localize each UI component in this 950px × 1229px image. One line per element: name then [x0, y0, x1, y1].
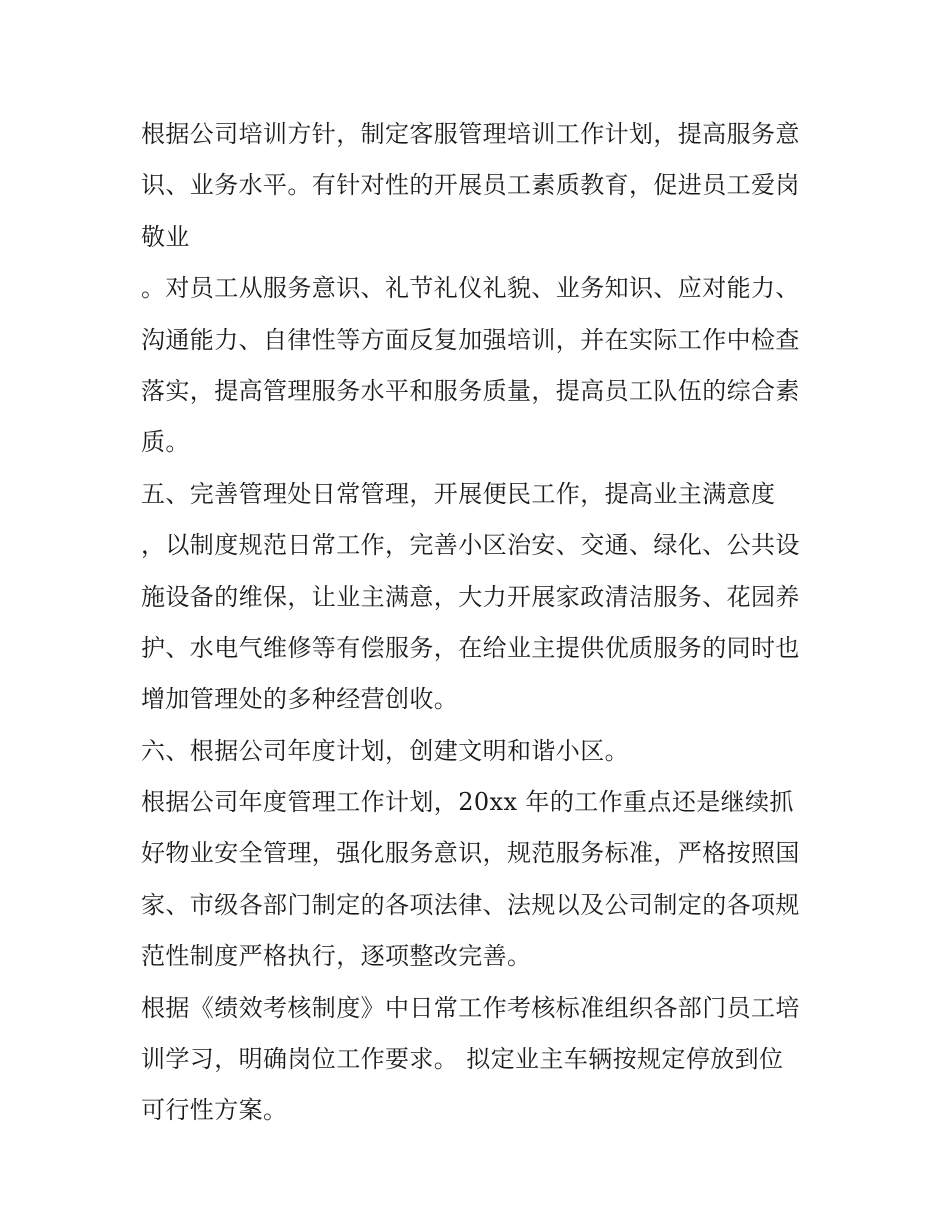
text-line: 敬业 — [141, 222, 190, 251]
text-line: 好物业安全管理，强化服务意识，规范服务标准，严格按照国 — [141, 839, 800, 868]
section-heading-line: 六、根据公司年度计划，创建文明和谐小区。 — [141, 736, 629, 765]
text-line: 范性制度严格执行，逐项整改完善。 — [141, 942, 532, 971]
text-line: 根据《绩效考核制度》中日常工作考核标准组织各部门员工培 — [141, 993, 800, 1022]
text-line: 施设备的维保，让业主满意，大力开展家政清洁服务、花园养 — [141, 582, 800, 611]
text-line: 护、水电气维修等有偿服务，在给业主提供优质服务的同时也 — [141, 633, 800, 662]
document-body — [141, 109, 821, 1137]
text-line: 根据公司年度管理工作计划，20xx 年的工作重点还是继续抓 — [141, 788, 794, 817]
text-line: 沟通能力、自律性等方面反复加强培训，并在实际工作中检查 — [141, 325, 800, 354]
text-line: 落实，提高管理服务水平和服务质量，提高员工队伍的综合素 — [141, 376, 800, 405]
text-line: 训学习，明确岗位工作要求。 拟定业主车辆按规定停放到位 — [141, 1045, 784, 1074]
text-line: 质。 — [141, 428, 190, 457]
text-line: 根据公司培训方针，制定客服管理培训工作计划，提高服务意 — [141, 120, 800, 148]
text-line: 识、业务水平。有针对性的开展员工素质教育，促进员工爱岗 — [141, 171, 800, 200]
section-heading-line: 五、完善管理处日常管理，开展便民工作，提高业主满意度 — [141, 479, 776, 508]
text-line: 增加管理处的多种经营创收。 — [141, 685, 459, 714]
text-line: ，以制度规范日常工作，完善小区治安、交通、绿化、公共设 — [141, 531, 800, 560]
text-line: 。对员工从服务意识、礼节礼仪礼貌、业务知识、应对能力、 — [141, 274, 800, 303]
text-line: 可行性方案。 — [141, 1096, 288, 1125]
text-line: 家、市级各部门制定的各项法律、法规以及公司制定的各项规 — [141, 890, 800, 919]
